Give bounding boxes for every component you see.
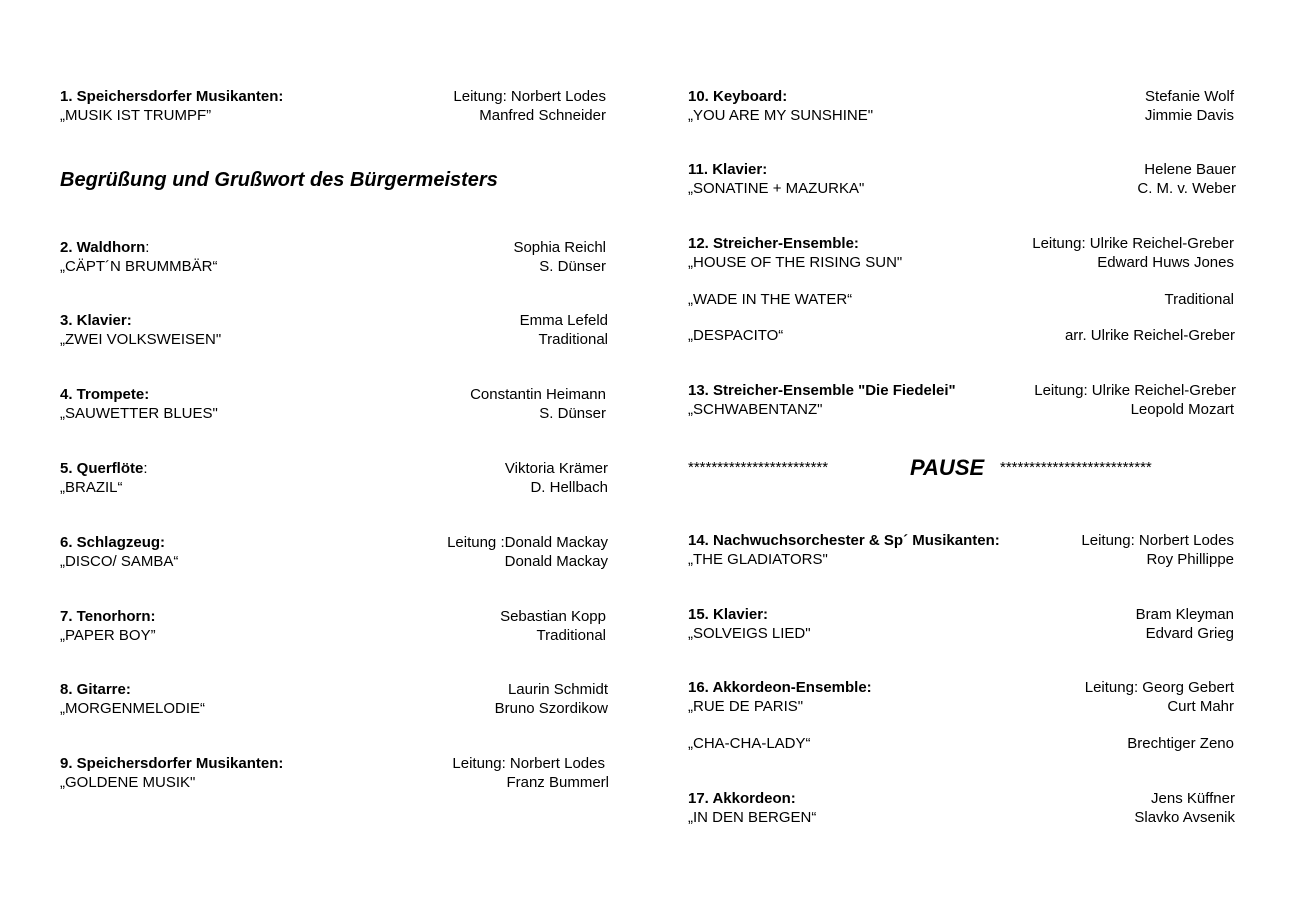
item-composer: Brechtiger Zeno — [1127, 735, 1234, 752]
item-title: 2. Waldhorn — [60, 239, 146, 256]
item-piece: „DESPACITO“ — [688, 327, 784, 344]
program-item-6 — [60, 533, 608, 571]
pause-stars-right: ************************** — [1000, 459, 1152, 476]
item-piece: „BRAZIL“ — [60, 479, 123, 496]
item-piece: „SCHWABENTANZ" — [688, 401, 823, 418]
item-composer: Bruno Szordikow — [494, 700, 608, 717]
item-piece: „CÄPT´N BRUMMBÄR“ — [60, 258, 218, 275]
program-item-14 — [688, 531, 1234, 569]
item-title-wrap — [60, 238, 149, 257]
item-composer: S. Dünser — [539, 405, 606, 422]
item-composer: Traditional — [536, 627, 606, 644]
item-composer: Manfred Schneider — [479, 107, 606, 124]
item-title: 13. Streicher-Ensemble "Die Fiedelei" — [688, 382, 956, 399]
program-item-5 — [60, 459, 608, 497]
item-title-wrap — [60, 459, 148, 478]
item-composer: C. M. v. Weber — [1137, 180, 1236, 197]
program-item-16 — [688, 678, 1234, 716]
item-title-tail: : — [143, 460, 148, 477]
item-composer: Edward Huws Jones — [1097, 254, 1234, 271]
item-leader: Constantin Heimann — [470, 386, 606, 403]
item-leader: Viktoria Krämer — [504, 460, 608, 477]
greeting-heading: Begrüßung und Grußwort des Bürgermeisters — [60, 169, 498, 191]
item-piece: „IN DEN BERGEN“ — [688, 809, 817, 826]
item-leader: Emma Lefeld — [519, 312, 608, 329]
program-item-12 — [688, 234, 1234, 272]
item-piece: „RUE DE PARIS" — [688, 698, 804, 715]
item-title-tail: : — [145, 239, 150, 256]
item-composer: Edvard Grieg — [1145, 625, 1234, 642]
item-composer: Jimmie Davis — [1144, 107, 1234, 124]
item-leader: Leitung: Ulrike Reichel-Greber — [1034, 382, 1236, 399]
program-item-7 — [60, 607, 606, 645]
item-title: 11. Klavier: — [688, 161, 768, 178]
pause-label: PAUSE — [910, 455, 985, 480]
item-composer: arr. Ulrike Reichel-Greber — [1064, 327, 1235, 344]
item-composer: Franz Bummerl — [506, 774, 609, 791]
program-item-11 — [688, 160, 1236, 198]
pause-divider — [688, 455, 1248, 481]
item-leader: Leitung: Norbert Lodes — [453, 88, 606, 105]
item-leader: Sophia Reichl — [513, 239, 606, 256]
item-leader: Leitung :Donald Mackay — [447, 534, 608, 551]
item-piece: „DISCO/ SAMBA“ — [60, 553, 179, 570]
item-piece: „HOUSE OF THE RISING SUN" — [688, 254, 903, 271]
item-piece: „ZWEI VOLKSWEISEN" — [60, 331, 222, 348]
item-title: 14. Nachwuchsorchester & Sp´ Musikanten: — [688, 532, 1000, 549]
program-item-15 — [688, 605, 1234, 643]
item-title: 3. Klavier: — [60, 312, 132, 329]
item-piece: „CHA-CHA-LADY“ — [688, 735, 811, 752]
item-composer: Donald Mackay — [504, 553, 608, 570]
item-title: 7. Tenorhorn: — [60, 608, 156, 625]
item-title: 9. Speichersdorfer Musikanten: — [60, 755, 284, 772]
program-extra-piece-1 — [688, 290, 1234, 309]
item-title: 16. Akkordeon-Ensemble: — [688, 679, 872, 696]
item-composer: Slavko Avsenik — [1134, 809, 1235, 826]
item-piece: „WADE IN THE WATER“ — [688, 291, 853, 308]
program-extra-piece-2 — [688, 326, 1235, 345]
item-piece: „SOLVEIGS LIED" — [688, 625, 811, 642]
item-leader: Laurin Schmidt — [507, 681, 608, 698]
program-item-9 — [60, 754, 609, 792]
item-title: 8. Gitarre: — [60, 681, 131, 698]
item-piece: „MUSIK IST TRUMPF” — [60, 107, 212, 124]
item-title: 6. Schlagzeug: — [60, 534, 166, 551]
item-leader: Leitung: Norbert Lodes — [452, 755, 605, 772]
item-composer: Traditional — [538, 331, 608, 348]
item-piece: „PAPER BOY” — [60, 627, 156, 644]
item-leader: Stefanie Wolf — [1145, 88, 1234, 105]
item-leader: Bram Kleyman — [1135, 606, 1234, 623]
item-piece: „YOU ARE MY SUNSHINE" — [688, 107, 874, 124]
program-item-13 — [688, 381, 1236, 419]
item-piece: „THE GLADIATORS" — [688, 551, 828, 568]
item-piece: „MORGENMELODIE“ — [60, 700, 206, 717]
item-piece: „SONATINE + MAZURKA" — [688, 180, 865, 197]
program-item-8 — [60, 680, 608, 718]
program-item-10 — [688, 87, 1234, 125]
item-leader: Helene Bauer — [1144, 161, 1236, 178]
item-leader: Leitung: Georg Gebert — [1084, 679, 1234, 696]
item-leader: Jens Küffner — [1151, 790, 1235, 807]
item-leader: Sebastian Kopp — [500, 608, 606, 625]
item-leader: Leitung: Norbert Lodes — [1081, 532, 1234, 549]
program-item-2 — [60, 238, 606, 276]
program-item-4 — [60, 385, 606, 423]
item-leader: Leitung: Ulrike Reichel-Greber — [1032, 235, 1234, 252]
program-item-1 — [60, 87, 606, 125]
item-composer: D. Hellbach — [530, 479, 608, 496]
program-extra-piece-3 — [688, 734, 1234, 753]
item-piece: „SAUWETTER BLUES" — [60, 405, 218, 422]
program-item-3 — [60, 311, 608, 349]
item-title: 15. Klavier: — [688, 606, 769, 623]
item-composer: S. Dünser — [539, 258, 606, 275]
pause-stars-left: ************************ — [688, 459, 829, 476]
item-title: 10. Keyboard: — [688, 88, 788, 105]
item-piece: „GOLDENE MUSIK" — [60, 774, 196, 791]
item-title: 5. Querflöte — [60, 460, 144, 477]
item-title: 4. Trompete: — [60, 386, 150, 403]
item-title: 17. Akkordeon: — [688, 790, 796, 807]
item-composer: Curt Mahr — [1167, 698, 1234, 715]
item-title: 12. Streicher-Ensemble: — [688, 235, 859, 252]
program-item-17 — [688, 789, 1235, 827]
item-title: 1. Speichersdorfer Musikanten: — [60, 88, 284, 105]
item-composer: Roy Phillippe — [1146, 551, 1234, 568]
item-composer: Leopold Mozart — [1130, 401, 1234, 418]
item-composer: Traditional — [1164, 291, 1234, 308]
